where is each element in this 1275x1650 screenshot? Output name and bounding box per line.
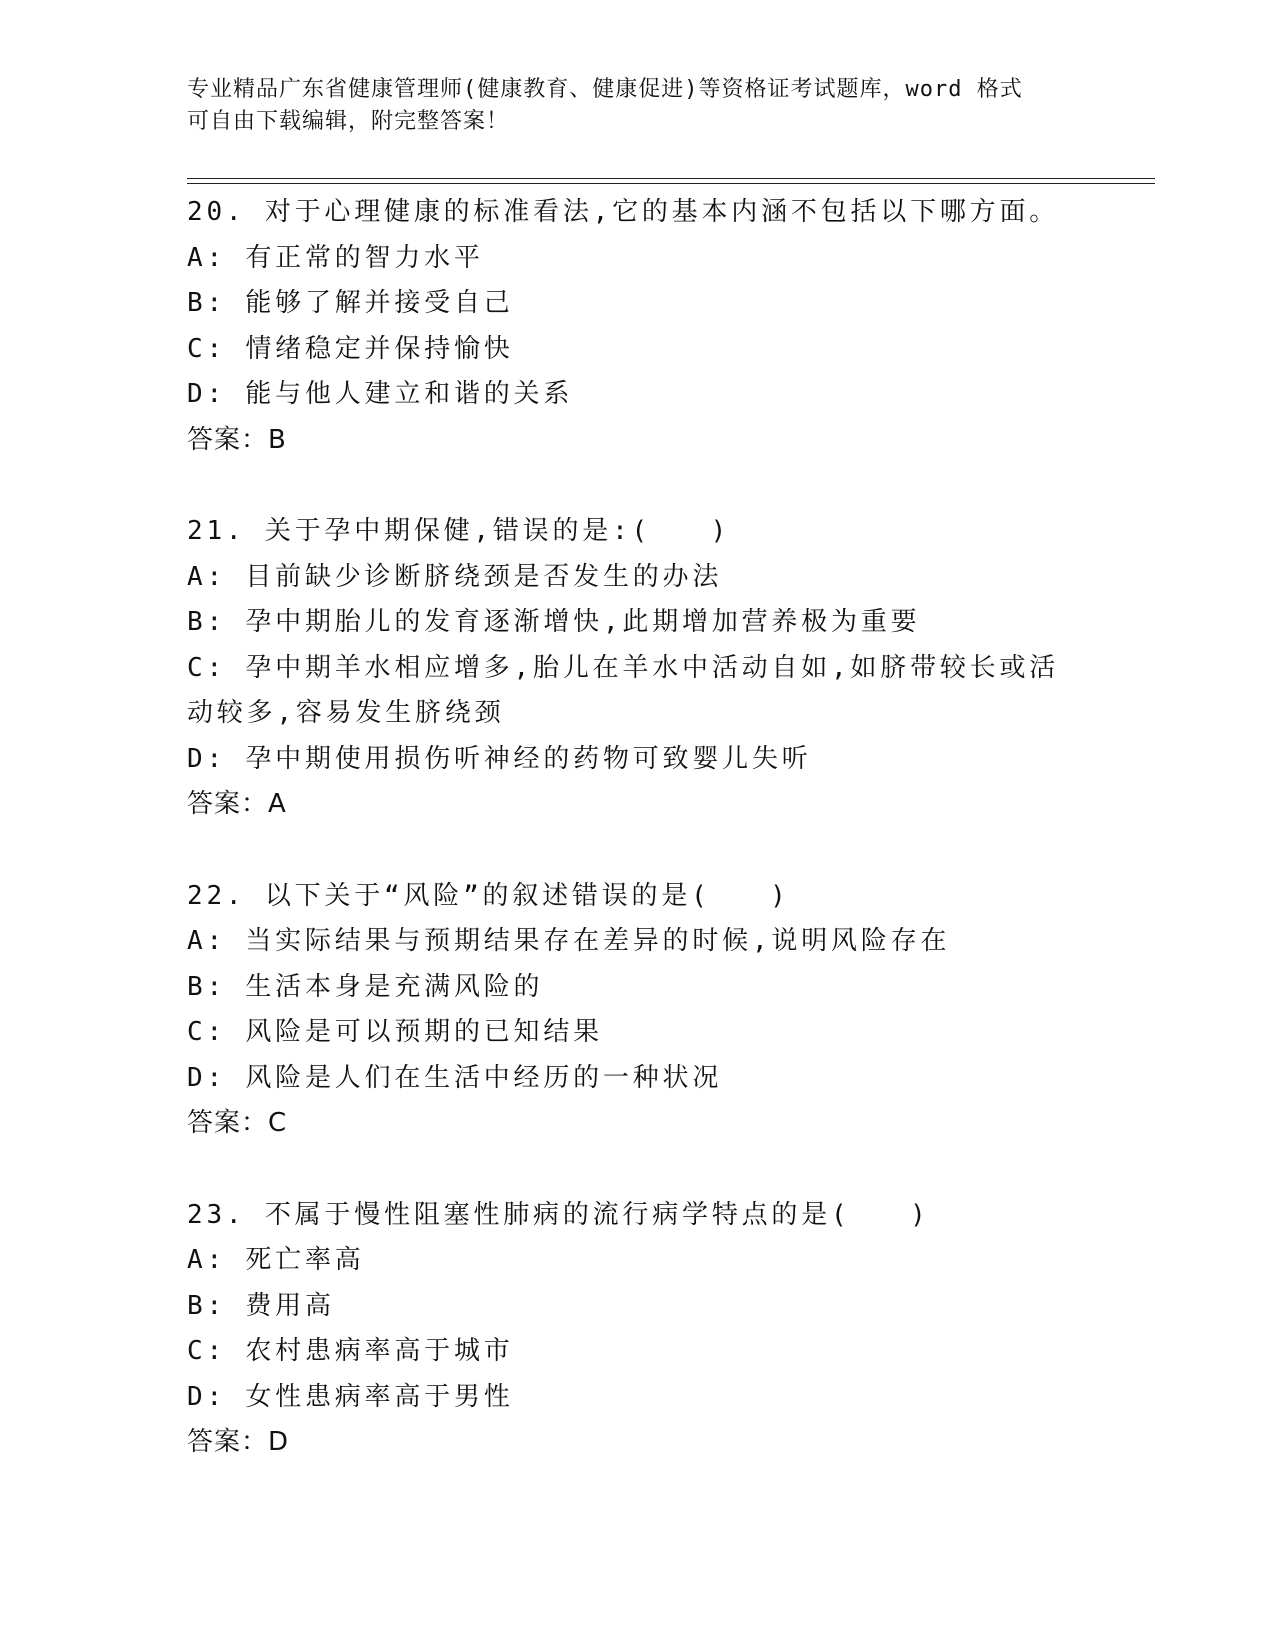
header-divider-top xyxy=(187,178,1155,179)
question-21 xyxy=(187,509,1087,828)
option-a: A: 死亡率高 xyxy=(187,1245,365,1275)
option-b: B: 生活本身是充满风险的 xyxy=(187,971,544,1002)
answer-label: 答案：C xyxy=(187,1108,288,1138)
question-stem: 22. 以下关于“风险”的叙述错误的是( ) xyxy=(187,880,790,911)
header-line-1: 专业精品广东省健康管理师(健康教育、健康促进)等资格证考试题库，word 格式 xyxy=(187,77,1023,102)
question-stem: 23. 不属于慢性阻塞性肺病的流行病学特点的是( ) xyxy=(187,1199,930,1230)
option-d: D: 风险是人们在生活中经历的一种状况 xyxy=(187,1062,723,1093)
question-list xyxy=(187,190,1087,1512)
header-line-2: 可自由下载编辑，附完整答案！ xyxy=(187,109,510,134)
option-b: B: 孕中期胎儿的发育逐渐增快,此期增加营养极为重要 xyxy=(187,607,921,637)
option-c: C: 风险是可以预期的已知结果 xyxy=(187,1017,603,1047)
option-b: B: 费用高 xyxy=(187,1290,335,1321)
question-stem: 20. 对于心理健康的标准看法,它的基本内涵不包括以下哪方面。 xyxy=(187,197,1060,227)
option-b: B: 能够了解并接受自己 xyxy=(187,288,514,318)
option-d: D: 女性患病率高于男性 xyxy=(187,1381,514,1412)
option-c: C: 情绪稳定并保持愉快 xyxy=(187,333,514,364)
answer-label: 答案：D xyxy=(187,1427,290,1457)
option-c: C: 孕中期羊水相应增多,胎儿在羊水中活动自如,如脐带较长或活动较多,容易发生脐绕颈 xyxy=(187,652,1060,728)
question-20 xyxy=(187,190,1087,463)
option-a: A: 当实际结果与预期结果存在差异的时候,说明风险存在 xyxy=(187,926,951,956)
answer-label: 答案：A xyxy=(187,789,287,819)
option-c: C: 农村患病率高于城市 xyxy=(187,1336,514,1366)
option-d: D: 孕中期使用损伤听神经的药物可致婴儿失听 xyxy=(187,743,812,774)
question-stem: 21. 关于孕中期保健,错误的是:( ) xyxy=(187,516,731,546)
option-d: D: 能与他人建立和谐的关系 xyxy=(187,379,574,409)
option-a: A: 目前缺少诊断脐绕颈是否发生的办法 xyxy=(187,561,723,592)
header-divider-bottom xyxy=(187,183,1155,184)
question-22 xyxy=(187,874,1087,1147)
document-header xyxy=(187,74,1087,138)
option-a: A: 有正常的智力水平 xyxy=(187,242,484,273)
answer-label: 答案：B xyxy=(187,424,287,455)
question-23 xyxy=(187,1193,1087,1466)
